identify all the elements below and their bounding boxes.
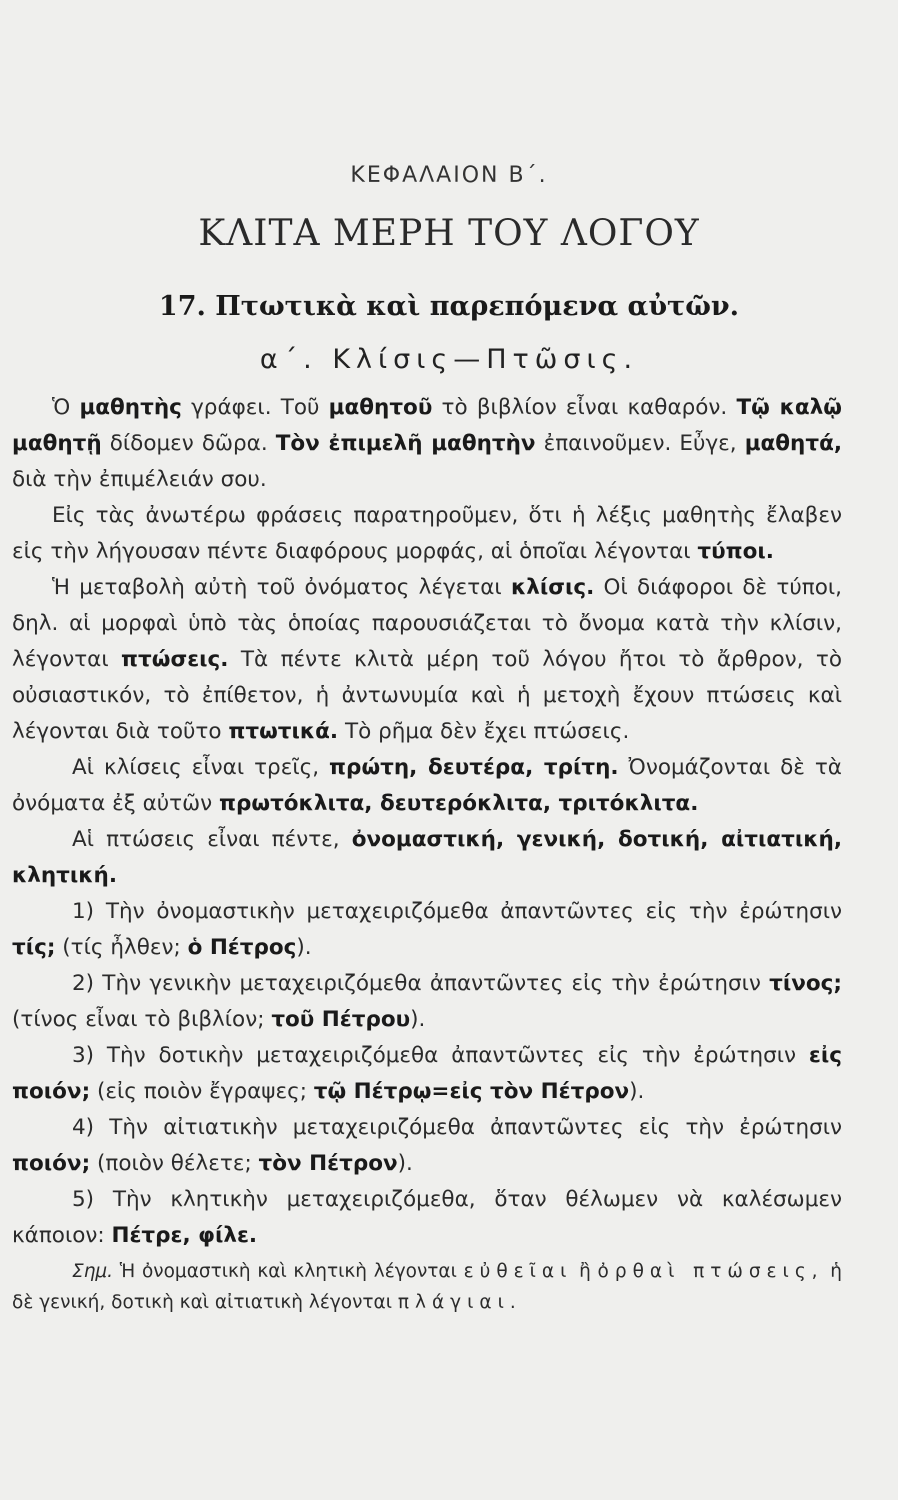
paragraph-1: Ὁ μαθητὴς γράφει. Τοῦ μαθητοῦ τὸ βιβλίον εἶναι καθαρόν. Τῷ καλῷ μαθητῇ δίδομεν δῶρα. Τὸν ἐπιμελῆ μαθητὴν ἐπαινοῦμεν. Εὖγε, μαθητά, διὰ τὴν ἐπιμέλειάν σου. (12, 395, 843, 492)
case-item-3: 3) Τὴν δοτικὴν μεταχειριζόμεθα ἀπαντῶντες εἰς τὴν ἐρώτησιν εἰς ποιόν; (εἰς ποιὸν ἔγραψες; τῷ Πέτρῳ=εἰς τὸν Πέτρον). (12, 1043, 842, 1104)
subsection-heading: α΄. Κλίσις—Πτῶσις. (259, 344, 639, 375)
case-item-1: 1) Τὴν ὀνομαστικὴν μεταχειριζόμεθα ἀπαντῶντες εἰς τὴν ἐρώτησιν τίς; (τίς ἦλθεν; ὁ Πέτρος). (12, 899, 842, 960)
case-item-5: 5) Τὴν κλητικὴν μεταχειριζόμεθα, ὅταν θέλωμεν νὰ καλέσωμεν κάποιον: Πέτρε, φίλε. (12, 1187, 842, 1248)
paragraph-5: Αἱ πτώσεις εἶναι πέντε, ὀνομαστική, γενική, δοτική, αἰτιατική, κλητική. (12, 827, 842, 888)
paragraph-2: Εἰς τὰς ἀνωτέρω φράσεις παρατηροῦμεν, ὅτι ἡ λέξις μαθητὴς ἔλαβεν εἰς τὴν λήγουσαν πέντε διαφόρους μορφάς, αἱ ὁποῖαι λέγονται τύποι. (12, 503, 842, 564)
chapter-heading: ΚΕΦΑΛΑΙΟΝ Β΄. (350, 163, 548, 188)
section-heading: 17. Πτωτικὰ καὶ παρεπόμενα αὐτῶν. (158, 291, 740, 322)
case-item-2: 2) Τὴν γενικὴν μεταχειριζόμεθα ἀπαντῶντες εἰς τὴν ἐρώτησιν τίνος; (τίνος εἶναι τὸ βιβλίον; τοῦ Πέτρου). (12, 971, 842, 1032)
chapter-title: ΚΛΙΤΑ ΜΕΡΗ ΤΟΥ ΛΟΓΟΥ (198, 213, 700, 254)
body-text (12, 390, 842, 1318)
paragraph-3: Ἡ μεταβολὴ αὐτὴ τοῦ ὀνόματος λέγεται κλίσις. Οἱ διάφοροι δὲ τύποι, δηλ. αἱ μορφαὶ ὑπὸ τὰς ὁποίας παρουσιάζεται τὸ ὄνομα κατὰ τὴν κλίσιν, λέγονται πτώσεις. Τὰ πέντε κλιτὰ μέρη τοῦ λόγου ἤτοι τὸ ἄρθρον, τὸ οὐσιαστικόν, τὸ ἐπίθετον, ἡ ἀντωνυμία καὶ ἡ μετοχὴ ἔχουν πτώσεις καὶ λέγονται διὰ τοῦτο πτωτικά. Τὸ ρῆμα δὲν ἔχει πτώσεις. (12, 575, 842, 744)
paragraph-4: Αἱ κλίσεις εἶναι τρεῖς, πρώτη, δευτέρα, τρίτη. Ὀνομάζονται δὲ τὰ ὀνόματα ἐξ αὐτῶν πρωτόκλιτα, δευτερόκλιτα, τριτόκλιτα. (12, 755, 842, 816)
footnote: Σημ. Ἡ ὀνομαστικὴ καὶ κλητικὴ λέγονται εὐθεῖαι ἢ ὀρθαὶ πτώσεις, ἡ δὲ γενική, δοτικὴ καὶ αἰτιατικὴ λέγονται πλάγιαι. (12, 1261, 842, 1313)
case-item-4: 4) Τὴν αἰτιατικὴν μεταχειριζόμεθα ἀπαντῶντες εἰς τὴν ἐρώτησιν ποιόν; (ποιὸν θέλετε; τὸν Πέτρον). (12, 1115, 842, 1176)
